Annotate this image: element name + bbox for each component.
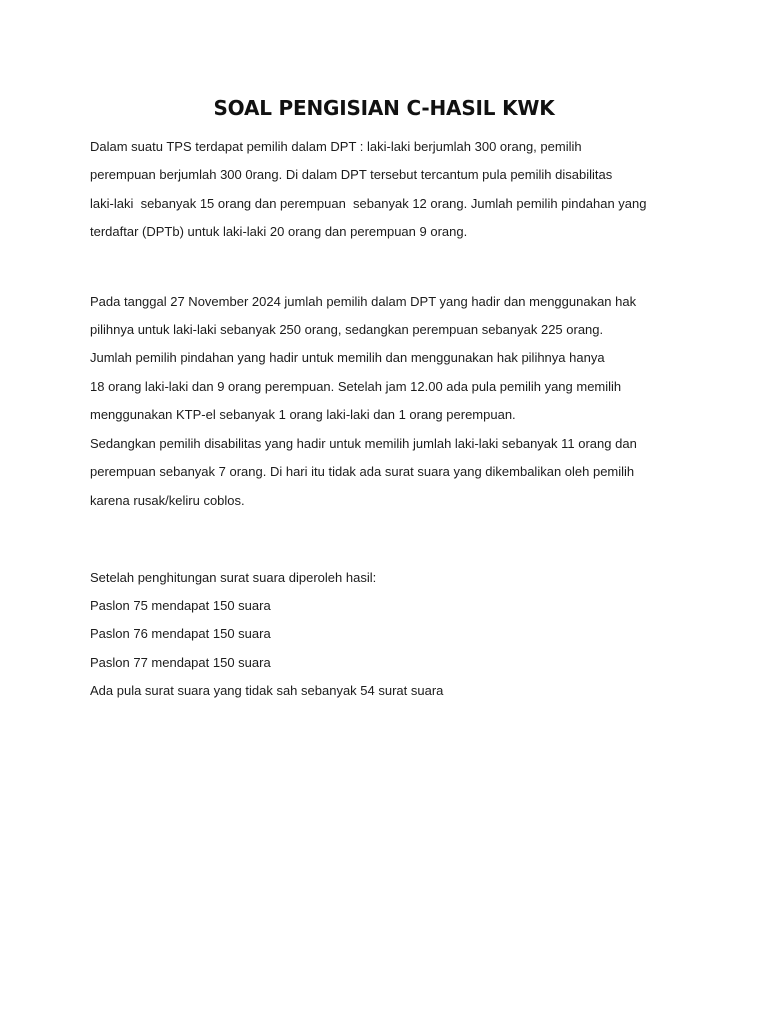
results-intro: Setelah penghitungan surat suara diperoleh hasil: [90, 570, 377, 585]
result-line-invalid-ballots: Ada pula surat suara yang tidak sah sebanyak 54 surat suara [90, 683, 444, 698]
paragraph-2-line: Jumlah pemilih pindahan yang hadir untuk memilih dan menggunakan hak pilihnya hanya [90, 350, 605, 365]
result-line-paslon-75: Paslon 75 mendapat 150 suara [90, 598, 271, 613]
paragraph-2-line: perempuan sebanyak 7 orang. Di hari itu tidak ada surat suara yang dikembalikan oleh pemilih [90, 464, 635, 479]
paragraph-1-line: perempuan berjumlah 300 0rang. Di dalam DPT tersebut tercantum pula pemilih disabilitas [90, 167, 613, 182]
paragraph-1-line: Dalam suatu TPS terdapat pemilih dalam DPT : laki-laki berjumlah 300 orang, pemilih [90, 139, 582, 154]
paragraph-2-line: Sedangkan pemilih disabilitas yang hadir untuk memilih jumlah laki-laki sebanyak 11 orang dan [90, 436, 637, 451]
paragraph-2-line: Pada tanggal 27 November 2024 jumlah pemilih dalam DPT yang hadir dan menggunakan hak [90, 294, 637, 309]
paragraph-1-line: terdaftar (DPTb) untuk laki-laki 20 orang dan perempuan 9 orang. [90, 224, 468, 239]
paragraph-2-line: 18 orang laki-laki dan 9 orang perempuan. Setelah jam 12.00 ada pula pemilih yang memilih [90, 379, 622, 394]
paragraph-2-line: menggunakan KTP-el sebanyak 1 orang laki-laki dan 1 orang perempuan. [90, 407, 516, 422]
document-title: SOAL PENGISIAN C-HASIL KWK [213, 96, 555, 120]
paragraph-2-line: karena rusak/keliru coblos. [90, 493, 245, 508]
result-line-paslon-77: Paslon 77 mendapat 150 suara [90, 655, 271, 670]
result-line-paslon-76: Paslon 76 mendapat 150 suara [90, 626, 271, 641]
paragraph-1-line: laki-laki sebanyak 15 orang dan perempuan sebanyak 12 orang. Jumlah pemilih pindahan yang [90, 196, 647, 211]
paragraph-2-line: pilihnya untuk laki-laki sebanyak 250 orang, sedangkan perempuan sebanyak 225 orang. [90, 322, 604, 337]
